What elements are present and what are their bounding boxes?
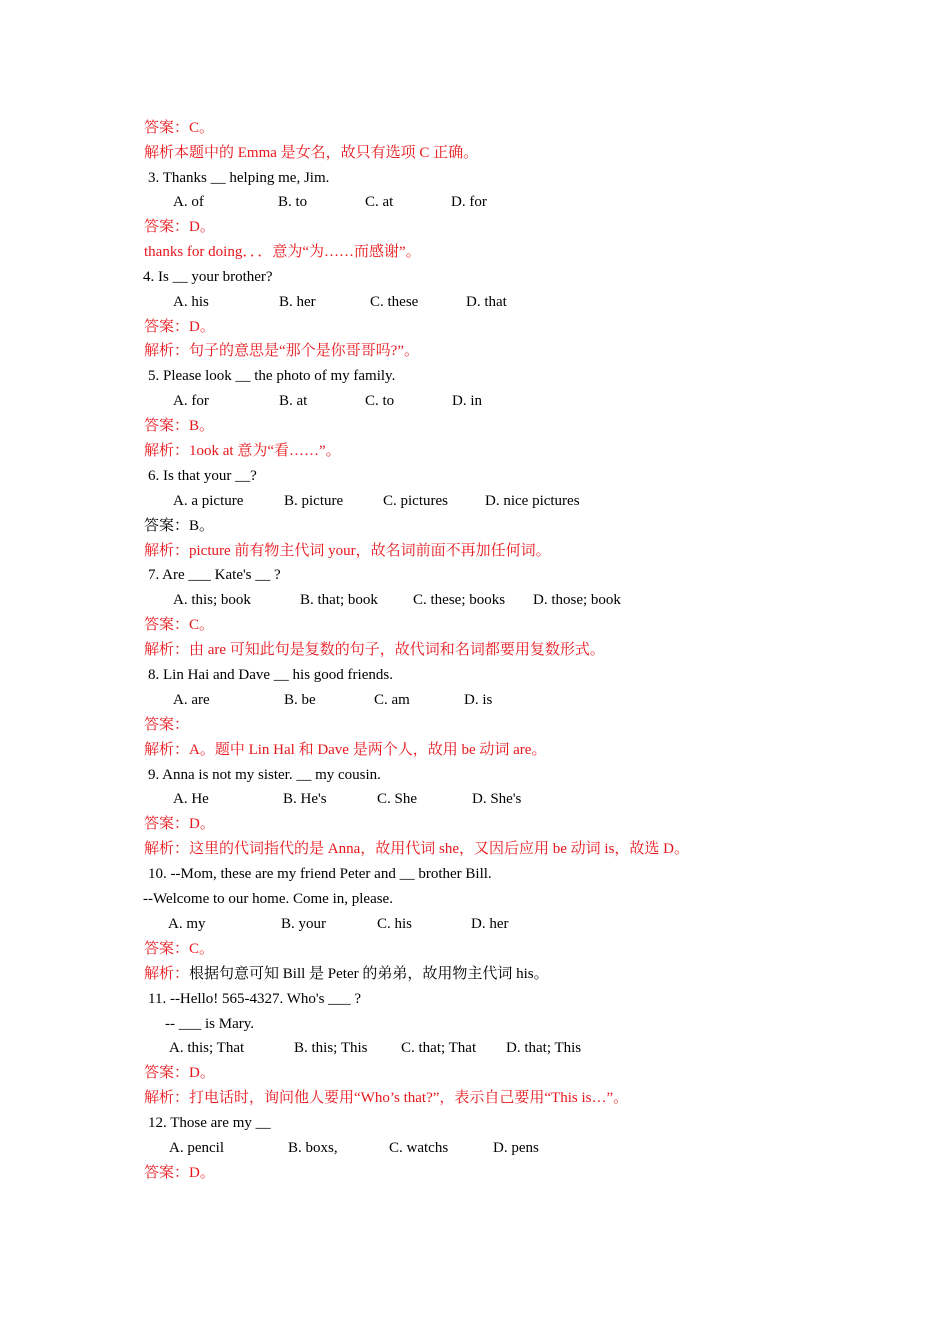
option-a: A. for <box>173 393 209 409</box>
option-b: B. picture <box>284 493 344 509</box>
option-c: C. watchs <box>389 1140 449 1156</box>
explanation-line: 解析：这里的代词指代的是 Anna，故用代词 she，又因后应用 be 动词 is，故选 D。 <box>144 841 689 857</box>
options-8 <box>173 690 492 710</box>
option-a: A. this; book <box>173 592 251 608</box>
explanation-text: 根据句意可知 Bill 是 Peter 的弟弟，故用物主代词 his。 <box>189 966 549 982</box>
option-a: A. a picture <box>173 493 244 509</box>
options-7 <box>173 590 621 610</box>
explanation-line: 解析：由 are 可知此句是复数的句子，故代词和名词都要用复数形式。 <box>144 642 605 658</box>
options-4 <box>173 292 507 312</box>
option-c: C. these; books <box>413 592 506 608</box>
options-10 <box>168 914 509 934</box>
option-c: C. to <box>365 393 395 409</box>
answer-line: 答案：C。 <box>144 941 215 957</box>
option-b: B. boxs, <box>288 1140 338 1156</box>
option-c: C. She <box>377 791 418 807</box>
option-c: C. pictures <box>383 493 448 509</box>
option-a: A. my <box>168 916 206 932</box>
answer-line: 答案：C。 <box>144 617 215 633</box>
explanation-line: 解析：1ook at 意为“看……”。 <box>144 443 341 459</box>
option-b: B. this; This <box>294 1040 368 1056</box>
dialogue-line: --Welcome to our home. Come in, please. <box>143 891 393 907</box>
option-a: A. of <box>173 194 204 210</box>
question-9: 9. Anna is not my sister. __ my cousin. <box>148 767 381 783</box>
option-a: A. He <box>173 791 209 807</box>
question-5: 5. Please look __ the photo of my family. <box>148 368 396 384</box>
option-c: C. his <box>377 916 413 932</box>
option-d: D. those; book <box>533 592 621 608</box>
option-b: B. her <box>279 294 316 310</box>
option-d: D. that; This <box>506 1040 582 1056</box>
options-6 <box>173 491 580 511</box>
option-c: C. am <box>374 692 410 708</box>
question-3: 3. Thanks __ helping me, Jim. <box>148 170 330 186</box>
option-c: C. that; That <box>401 1040 477 1056</box>
options-3 <box>173 192 487 212</box>
option-d: D. in <box>452 393 482 409</box>
answer-line: 答案：C。 <box>144 120 215 136</box>
dialogue-line: -- ___ is Mary. <box>165 1016 255 1032</box>
answer-line: 答案：D。 <box>144 1165 215 1181</box>
question-8: 8. Lin Hai and Dave __ his good friends. <box>148 667 393 683</box>
option-d: D. for <box>451 194 487 210</box>
option-d: D. nice pictures <box>485 493 580 509</box>
option-b: B. to <box>278 194 308 210</box>
question-10: 10. --Mom, these are my friend Peter and __ brother Bill. <box>148 866 492 882</box>
option-a: A. pencil <box>169 1140 224 1156</box>
option-b: B. that; book <box>300 592 378 608</box>
option-d: D. pens <box>493 1140 539 1156</box>
explanation-line: 解析：打电话时，询问他人要用“Who’s that?”，表示自己要用“This is…”。 <box>144 1090 629 1106</box>
option-c: C. at <box>365 194 394 210</box>
option-b: B. at <box>279 393 308 409</box>
option-b: B. your <box>281 916 326 932</box>
question-11: 11. --Hello! 565-4327. Who's ___ ? <box>148 991 362 1007</box>
explanation-line: 解析：A。题中 Lin Hal 和 Dave 是两个人，故用 be 动词 are。 <box>144 742 547 758</box>
option-d: D. is <box>464 692 493 708</box>
answer-line: 答案：D。 <box>144 319 215 335</box>
option-d: D. She's <box>472 791 522 807</box>
option-d: D. that <box>466 294 507 310</box>
option-b: B. be <box>284 692 316 708</box>
explanation-line: thanks for doing．．．意为“为……而感谢”。 <box>144 244 421 260</box>
option-a: A. are <box>173 692 210 708</box>
answer-line: 答案：D。 <box>144 816 215 832</box>
explanation-line <box>144 964 549 984</box>
question-4: 4. Is __ your brother? <box>143 269 273 285</box>
explanation-line: 解析：句子的意思是“那个是你哥哥吗?”。 <box>144 343 419 359</box>
answer-line: 答案：D。 <box>144 219 215 235</box>
answer-line: 答案：B。 <box>144 518 215 534</box>
options-5 <box>173 391 482 411</box>
explanation-line: 解析：picture 前有物主代词 your，故名词前面不再加任何词。 <box>144 543 551 559</box>
explanation-label: 解析： <box>144 966 190 982</box>
answer-line: 答案：D。 <box>144 1065 215 1081</box>
answer-line: 答案： <box>144 717 190 733</box>
options-11 <box>169 1038 581 1058</box>
question-6: 6. Is that your __? <box>148 468 257 484</box>
option-a: A. this; That <box>169 1040 245 1056</box>
option-a: A. his <box>173 294 209 310</box>
option-d: D. her <box>471 916 509 932</box>
option-c: C. these <box>370 294 419 310</box>
options-12 <box>169 1138 539 1158</box>
answer-line: 答案：B。 <box>144 418 215 434</box>
question-12: 12. Those are my __ <box>148 1115 271 1131</box>
option-b: B. He's <box>283 791 327 807</box>
explanation-line: 解析本题中的 Emma 是女名，故只有选项 C 正确。 <box>144 145 479 161</box>
options-9 <box>173 789 521 809</box>
question-7: 7. Are ___ Kate's __ ? <box>148 567 281 583</box>
